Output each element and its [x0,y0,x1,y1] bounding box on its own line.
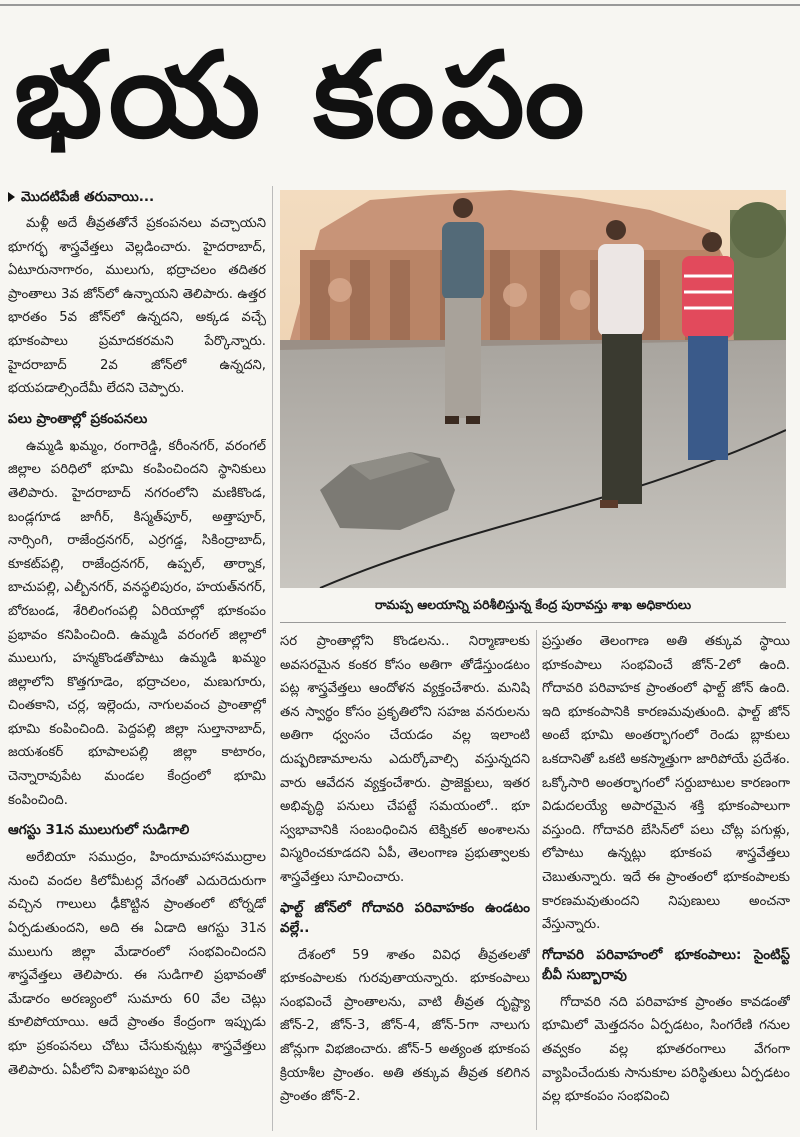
photo-caption: రామప్ప ఆలయాన్ని పరిశీలిస్తున్న కేంద్ర పురావస్తు శాఖ అధికారులు [374,597,692,612]
news-photo [280,190,786,588]
article-paragraph: సర ప్రాంతాల్లోని కొండలను.. నిర్మాణాలకు అవసరమైన కంకర కోసం అతిగా తోడేస్తుండటం పట్ల శాస్త్రవేత్తలు ఆందోళన వ్యక్తంచేశారు. మనిషి తన స్వార్థం కోసం ప్రకృతిలోని సహజ వనరులను అతిగా ధ్వంసం చేయడం వల్ల ఇలాంటి దుష్పరిణామాలను ఎదుర్కోవాల్సి వస్తున్నదని వారు ఆవేదన వ్యక్తంచేశారు. ప్రాజెక్టులు, ఇతర అభివృద్ధి పనులు చేపట్టే సమయంలో.. భూ స్వభావానికి సంబంధించిన టెక్నికల్ అంశాలను విస్మరించకూడదని ఏపీ, తెలంగాణ ప్రభుత్వాలకు శాస్త్రవేత్తలు సూచించారు. [280,634,530,885]
chevron-right-icon [8,192,15,202]
column-1 [8,186,266,1131]
kicker: మొదటిపేజీ తరువాయి... [8,186,266,208]
subheading: గోదావరి పరివాహంలో భూకంపాలు: సైంటిస్ట్ బీవీ సుబ్బారావు [542,946,790,983]
article-paragraph: ఉమ్మడి ఖమ్మం, రంగారెడ్డి, కరీంనగర్, వరంగల్ జిల్లాల పరిధిలో భూమి కంపించిందని స్థానికులు తెలిపారు. హైదరాబాద్ నగరంలోని మణికొండ, బండ్లగూడ జాగీర్, కిస్మత్‌పూర్, అత్తాపూర్, నార్సింగి, రాజేంద్రనగర్, ఎర్రగడ్డ, సికింద్రాబాద్, కూకట్‌పల్లి, రాజేంద్రనగర్, ఉప్పల్, తార్నాక, బాచుపల్లి, ఎల్బీనగర్, వనస్థలిపురం, హయత్‌నగర్, బోరబండ, శేరిలింగంపల్లి ఏరియాల్లో భూకంపం ప్రభావం కనిపించింది. ఉమ్మడి వరంగల్ జిల్లాలో ములుగు, హన్మకొండతోపాటు ఉమ్మడి ఖమ్మం జిల్లాలోని కొత్తగూడెం, భద్రాచలం, మణుగూరు, చింతకాని, చర్ల, ఇల్లెందు, నాగులవంచ ప్రాంతాల్లో భూమి కంపించింది. పెద్దపల్లి జిల్లా సుల్తానాబాద్, జయశంకర్ భూపాలపల్లి జిల్లా కాటారం, చెన్నారావుపేట మండల కేంద్రంలో భూమి కంపించింది. [8,438,266,808]
article-paragraph: గోదావరి నది పరివాహక ప్రాంతం కావడంతో భూమిలో మెత్తదనం ఏర్పడటం, సింగరేణి గనుల తవ్వకం వల్ల భూతరంగాలు వేగంగా వ్యాపించేందుకు సానుకూల పరిస్థితులు ఏర్పడటం వల్ల భూకంపం సంభవించి [542,994,790,1105]
official-2 [598,220,644,508]
official-1 [442,198,484,424]
headline: భయ కంపం [14,26,591,164]
column-3 [542,630,790,1130]
subheading: పలు ప్రాంతాల్లో ప్రకంపనలు [8,410,148,427]
subheading: ఫాల్ట్ జోన్‌లో గోదావరి పరివాహకం ఉండటం వల్లే.. [280,899,530,936]
column-divider [272,186,273,1131]
article-paragraph: దేశంలో 59 శాతం వివిధ తీవ్రతలతో భూకంపాలకు గురవుతాయన్నారు. భూకంపాలు సంభవించే ప్రాంతాలను, వాటి తీవ్రత దృష్ట్యా జోన్-2, జోన్-3, జోన్-4, జోన్-5గా నాలుగు జోన్లుగా విభజించారు. జోన్-5 అత్యంత భూకంప క్రియాశీల ప్రాంతం. అతి తక్కువ తీవ్రత కలిగిన ప్రాంతం జోన్-2. [280,947,530,1105]
column-divider [536,630,537,1130]
top-rule [0,4,800,6]
subheading: ఆగస్టు 31న ములుగులో సుడిగాలి [8,822,190,839]
temple-inspection-photo [280,190,786,588]
article-paragraph: మళ్లీ అదే తీవ్రతతోనే ప్రకంపనలు వచ్చాయని భూగర్భ శాస్త్రవేత్తలు వెల్లడించారు. హైదరాబాద్, ఏటూరునాగారం, ములుగు, భద్రాచలం తదితర ప్రాంతాలు 3వ జోన్‌లో ఉన్నాయని తెలిపారు. ఉత్తర భారతం 5వ జోన్‌లో ఉన్నదని, అక్కడ వచ్చే భూకంపాలు ప్రమాదకరమని పేర్కొన్నారు. హైదరాబాద్ 2వ జోన్‌లో ఉన్నదని, భయపడాల్సిందేమీ లేదని చెప్పారు. [8,216,266,397]
article-paragraph: అరేబియా సముద్రం, హిందూమహాసముద్రాల నుంచి వందల కిలోమీటర్ల వేగంతో ఎదురెదురుగా వచ్చిన గాలులు ఢీకొట్టిన ప్రాంతంలో టోర్నడో ఏర్పడుతుందని, అది ఈ ఏడాది ఆగస్టు 31న ములుగు జిల్లా మేడారంలో సంభవించిందని శాస్త్రవేత్తలు తెలిపారు. ఈ సుడిగాలి ప్రభావంతో మేడారం అరణ్యంలో సుమారు 60 వేల చెట్లు కూలిపోయాయి. ఆదే ప్రాంతం కేంద్రంగా ఇప్పుడు భూ ప్రకంపనలు చోటు చేసుకున్నట్లు శాస్త్రవేత్తలు తెలిపారు. ఏపీలోని విశాఖపట్నం పరి [8,850,266,1078]
official-3 [682,232,734,460]
caption-divider [280,622,786,623]
column-2 [280,630,530,1130]
article-paragraph: ప్రస్తుతం తెలంగాణ అతి తక్కువ స్థాయి భూకంపాలు సంభవించే జోన్-2లో ఉంది. గోదావరి పరివాహక ప్రాంతంలో ఫాల్ట్ జోన్ ఉంది. ఇది భూకంపానికి కారణమవుతుంది. ఫాల్ట్ జోన్ అంటే భూమి అంతర్భాగంలో రెండు బ్లాకులు ఒకదానితో ఒకటి అకస్మాత్తుగా జారిపోయే ప్రదేశం. ఒక్కోసారి అంతర్భాగంలో సర్దుబాటుల కారణంగా విడుదలయ్యే అపారమైన శక్తి భూకంపాలుగా వస్తుంది. గోదావరి బేసిన్‌లో పలు చోట్ల పగుళ్లు, లోపాటు ఉన్నట్లు భూకంప శాస్త్రవేత్తలు చెబుతున్నారు. ఇదే ఈ ప్రాంతంలో భూకంపాలకు కారణమవుతుందని నిపుణులు అంచనా వేస్తున్నారు. [542,634,790,933]
